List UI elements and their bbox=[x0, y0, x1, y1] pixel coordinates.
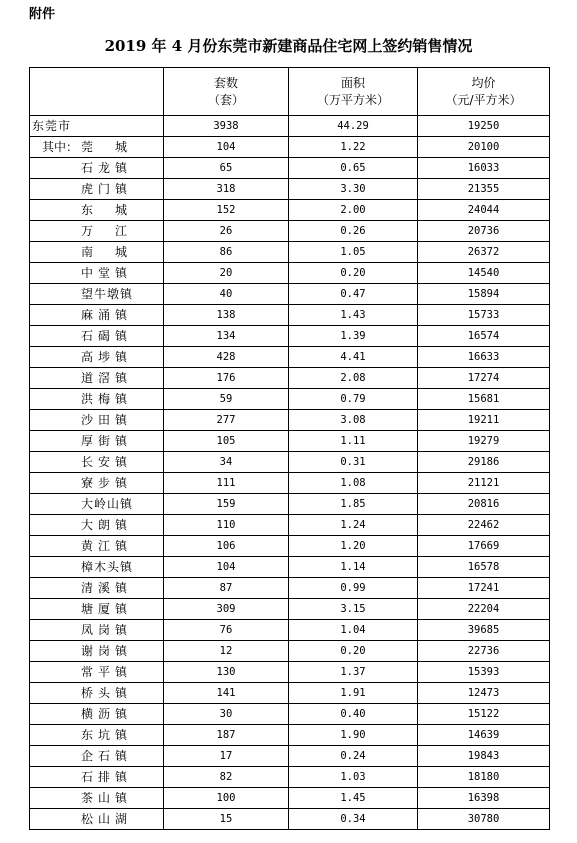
table-row bbox=[30, 410, 550, 431]
region-cell bbox=[30, 452, 164, 473]
units-cell: 76 bbox=[164, 620, 289, 641]
table-row bbox=[30, 767, 550, 788]
table-row bbox=[30, 452, 550, 473]
units-cell: 34 bbox=[164, 452, 289, 473]
region-name: 石碣镇 bbox=[81, 329, 133, 343]
table-row bbox=[30, 473, 550, 494]
region-cell bbox=[30, 683, 164, 704]
price-cell: 16033 bbox=[418, 158, 550, 179]
price-cell: 14639 bbox=[418, 725, 550, 746]
units-cell: 110 bbox=[164, 515, 289, 536]
price-cell: 17241 bbox=[418, 578, 550, 599]
region-cell bbox=[30, 578, 164, 599]
price-cell: 22462 bbox=[418, 515, 550, 536]
table-row bbox=[30, 725, 550, 746]
table-row bbox=[30, 578, 550, 599]
table-row bbox=[30, 242, 550, 263]
region-cell bbox=[30, 620, 164, 641]
price-cell: 20100 bbox=[418, 137, 550, 158]
price-cell: 26372 bbox=[418, 242, 550, 263]
units-cell: 130 bbox=[164, 662, 289, 683]
area-cell: 0.26 bbox=[289, 221, 418, 242]
region-cell bbox=[30, 515, 164, 536]
units-cell: 141 bbox=[164, 683, 289, 704]
region-name: 石龙镇 bbox=[81, 161, 133, 175]
area-cell: 1.85 bbox=[289, 494, 418, 515]
area-cell: 1.20 bbox=[289, 536, 418, 557]
table-row bbox=[30, 599, 550, 620]
region-cell bbox=[30, 767, 164, 788]
units-cell: 12 bbox=[164, 641, 289, 662]
units-cell: 59 bbox=[164, 389, 289, 410]
region-cell bbox=[30, 662, 164, 683]
region-name: 樟木头镇 bbox=[81, 560, 134, 574]
price-cell: 16574 bbox=[418, 326, 550, 347]
region-cell bbox=[30, 263, 164, 284]
price-cell: 21355 bbox=[418, 179, 550, 200]
area-cell: 0.24 bbox=[289, 746, 418, 767]
region-name: 虎门镇 bbox=[81, 182, 133, 196]
price-cell: 18180 bbox=[418, 767, 550, 788]
region-name: 桥头镇 bbox=[81, 686, 133, 700]
area-cell: 3.15 bbox=[289, 599, 418, 620]
area-cell: 0.40 bbox=[289, 704, 418, 725]
units-cell: 134 bbox=[164, 326, 289, 347]
units-cell: 100 bbox=[164, 788, 289, 809]
area-cell: 1.45 bbox=[289, 788, 418, 809]
table-row bbox=[30, 137, 550, 158]
area-cell: 1.03 bbox=[289, 767, 418, 788]
price-cell: 19279 bbox=[418, 431, 550, 452]
units-cell: 20 bbox=[164, 263, 289, 284]
header-units-title: 套数 bbox=[213, 75, 238, 90]
region-name: 凤岗镇 bbox=[81, 623, 133, 637]
price-cell: 12473 bbox=[418, 683, 550, 704]
header-price-title: 均价 bbox=[471, 75, 496, 90]
table-row bbox=[30, 788, 550, 809]
units-cell: 26 bbox=[164, 221, 289, 242]
price-cell: 17274 bbox=[418, 368, 550, 389]
region-name: 石排镇 bbox=[81, 770, 133, 784]
table-row bbox=[30, 305, 550, 326]
header-area-unit: （万平方米） bbox=[316, 92, 389, 107]
region-cell bbox=[30, 305, 164, 326]
table-row bbox=[30, 662, 550, 683]
region-name: 东坑镇 bbox=[81, 728, 133, 742]
units-cell: 309 bbox=[164, 599, 289, 620]
units-cell: 65 bbox=[164, 158, 289, 179]
region-cell bbox=[30, 347, 164, 368]
price-cell: 15681 bbox=[418, 389, 550, 410]
table-row bbox=[30, 347, 550, 368]
price-cell: 16398 bbox=[418, 788, 550, 809]
header-units-unit: （套） bbox=[207, 92, 244, 107]
units-cell: 82 bbox=[164, 767, 289, 788]
price-cell: 20736 bbox=[418, 221, 550, 242]
region-cell bbox=[30, 368, 164, 389]
units-cell: 187 bbox=[164, 725, 289, 746]
region-name: 长安镇 bbox=[81, 455, 133, 469]
table-row bbox=[30, 431, 550, 452]
area-cell: 3.08 bbox=[289, 410, 418, 431]
units-cell: 105 bbox=[164, 431, 289, 452]
area-cell: 1.24 bbox=[289, 515, 418, 536]
table-row bbox=[30, 641, 550, 662]
table-row bbox=[30, 620, 550, 641]
price-cell: 15122 bbox=[418, 704, 550, 725]
region-name: 南城 bbox=[81, 245, 150, 259]
units-cell: 17 bbox=[164, 746, 289, 767]
units-cell: 40 bbox=[164, 284, 289, 305]
region-name: 麻涌镇 bbox=[81, 308, 133, 322]
region-name: 洪梅镇 bbox=[81, 392, 133, 406]
region-name: 万江 bbox=[81, 224, 150, 238]
table-body bbox=[30, 116, 550, 830]
region-cell bbox=[30, 326, 164, 347]
region-name: 清溪镇 bbox=[81, 581, 133, 595]
area-cell: 4.41 bbox=[289, 347, 418, 368]
area-cell: 1.14 bbox=[289, 557, 418, 578]
region-cell bbox=[30, 242, 164, 263]
price-cell: 16633 bbox=[418, 347, 550, 368]
region-cell bbox=[30, 788, 164, 809]
region-cell bbox=[30, 704, 164, 725]
area-cell: 0.20 bbox=[289, 263, 418, 284]
sales-table bbox=[29, 67, 550, 830]
price-cell: 17669 bbox=[418, 536, 550, 557]
area-cell: 1.90 bbox=[289, 725, 418, 746]
table-row bbox=[30, 515, 550, 536]
region-cell bbox=[30, 137, 164, 158]
area-cell: 0.65 bbox=[289, 158, 418, 179]
region-cell bbox=[30, 158, 164, 179]
region-cell bbox=[30, 473, 164, 494]
region-cell bbox=[30, 599, 164, 620]
area-cell: 44.29 bbox=[289, 116, 418, 137]
table-row bbox=[30, 368, 550, 389]
units-cell: 176 bbox=[164, 368, 289, 389]
region-name: 东城 bbox=[81, 203, 150, 217]
area-cell: 0.47 bbox=[289, 284, 418, 305]
region-name: 茶山镇 bbox=[81, 791, 133, 805]
region-name: 沙田镇 bbox=[81, 413, 133, 427]
units-cell: 111 bbox=[164, 473, 289, 494]
region-cell bbox=[30, 557, 164, 578]
area-cell: 1.39 bbox=[289, 326, 418, 347]
header-blank-cell bbox=[30, 68, 164, 116]
units-cell: 104 bbox=[164, 557, 289, 578]
region-cell bbox=[30, 641, 164, 662]
region-cell bbox=[30, 725, 164, 746]
region-name: 寮步镇 bbox=[81, 476, 133, 490]
region-cell bbox=[30, 431, 164, 452]
table-row bbox=[30, 704, 550, 725]
region-name: 厚街镇 bbox=[81, 434, 133, 448]
area-cell: 1.91 bbox=[289, 683, 418, 704]
price-cell: 19250 bbox=[418, 116, 550, 137]
price-cell: 15894 bbox=[418, 284, 550, 305]
price-cell: 19843 bbox=[418, 746, 550, 767]
region-cell bbox=[30, 809, 164, 830]
region-cell bbox=[30, 494, 164, 515]
units-cell: 152 bbox=[164, 200, 289, 221]
price-cell: 20816 bbox=[418, 494, 550, 515]
region-name: 黄江镇 bbox=[81, 539, 133, 553]
units-cell: 86 bbox=[164, 242, 289, 263]
table-row bbox=[30, 158, 550, 179]
units-cell: 30 bbox=[164, 704, 289, 725]
units-cell: 318 bbox=[164, 179, 289, 200]
area-cell: 1.37 bbox=[289, 662, 418, 683]
units-cell: 15 bbox=[164, 809, 289, 830]
region-prefix: 其中： bbox=[42, 140, 79, 154]
region-name: 企石镇 bbox=[81, 749, 133, 763]
table-row bbox=[30, 809, 550, 830]
region-cell bbox=[30, 536, 164, 557]
table-row bbox=[30, 263, 550, 284]
attachment-label: 附件 bbox=[29, 7, 56, 22]
area-cell: 0.34 bbox=[289, 809, 418, 830]
price-cell: 22204 bbox=[418, 599, 550, 620]
area-cell: 3.30 bbox=[289, 179, 418, 200]
region-cell bbox=[30, 116, 164, 137]
region-name: 大朗镇 bbox=[81, 518, 133, 532]
header-price bbox=[418, 68, 550, 116]
table-header bbox=[30, 68, 550, 116]
region-cell bbox=[30, 410, 164, 431]
area-cell: 1.04 bbox=[289, 620, 418, 641]
area-cell: 0.31 bbox=[289, 452, 418, 473]
price-cell: 14540 bbox=[418, 263, 550, 284]
table-row bbox=[30, 179, 550, 200]
table-row bbox=[30, 746, 550, 767]
table-row bbox=[30, 326, 550, 347]
area-cell: 1.22 bbox=[289, 137, 418, 158]
header-price-unit: （元/平方米） bbox=[445, 92, 522, 107]
area-cell: 0.79 bbox=[289, 389, 418, 410]
region-cell bbox=[30, 389, 164, 410]
price-cell: 24044 bbox=[418, 200, 550, 221]
header-row bbox=[30, 68, 550, 116]
units-cell: 159 bbox=[164, 494, 289, 515]
area-cell: 0.99 bbox=[289, 578, 418, 599]
header-area bbox=[289, 68, 418, 116]
area-cell: 2.08 bbox=[289, 368, 418, 389]
table-row bbox=[30, 536, 550, 557]
region-name: 谢岗镇 bbox=[81, 644, 133, 658]
table-row bbox=[30, 683, 550, 704]
price-cell: 15393 bbox=[418, 662, 550, 683]
region-name: 道滘镇 bbox=[81, 371, 133, 385]
region-name: 中堂镇 bbox=[81, 266, 133, 280]
units-cell: 106 bbox=[164, 536, 289, 557]
area-cell: 1.05 bbox=[289, 242, 418, 263]
units-cell: 104 bbox=[164, 137, 289, 158]
price-cell: 21121 bbox=[418, 473, 550, 494]
area-cell: 1.43 bbox=[289, 305, 418, 326]
region-cell bbox=[30, 746, 164, 767]
region-cell bbox=[30, 284, 164, 305]
region-name: 松山湖 bbox=[81, 812, 133, 826]
price-cell: 15733 bbox=[418, 305, 550, 326]
page-title: 2019 年 4 月份东莞市新建商品住宅网上签约销售情况 bbox=[104, 37, 473, 55]
units-cell: 138 bbox=[164, 305, 289, 326]
price-cell: 39685 bbox=[418, 620, 550, 641]
region-name: 横沥镇 bbox=[81, 707, 133, 721]
region-name: 常平镇 bbox=[81, 665, 133, 679]
area-cell: 1.11 bbox=[289, 431, 418, 452]
units-cell: 3938 bbox=[164, 116, 289, 137]
table-row bbox=[30, 389, 550, 410]
header-units bbox=[164, 68, 289, 116]
price-cell: 30780 bbox=[418, 809, 550, 830]
table-row bbox=[30, 116, 550, 137]
region-name: 望牛墩镇 bbox=[81, 287, 134, 301]
table-row bbox=[30, 221, 550, 242]
region-name: 高埗镇 bbox=[81, 350, 133, 364]
price-cell: 19211 bbox=[418, 410, 550, 431]
region-name: 莞城 bbox=[81, 140, 150, 154]
units-cell: 277 bbox=[164, 410, 289, 431]
header-area-title: 面积 bbox=[340, 75, 365, 90]
price-cell: 16578 bbox=[418, 557, 550, 578]
area-cell: 0.20 bbox=[289, 641, 418, 662]
region-cell bbox=[30, 179, 164, 200]
area-cell: 1.08 bbox=[289, 473, 418, 494]
table-row bbox=[30, 494, 550, 515]
units-cell: 87 bbox=[164, 578, 289, 599]
region-name: 大岭山镇 bbox=[81, 497, 134, 511]
region-name: 东莞市 bbox=[32, 119, 72, 133]
price-cell: 29186 bbox=[418, 452, 550, 473]
table-row bbox=[30, 200, 550, 221]
table-row bbox=[30, 284, 550, 305]
region-name: 塘厦镇 bbox=[81, 602, 133, 616]
region-cell bbox=[30, 200, 164, 221]
region-cell bbox=[30, 221, 164, 242]
table-row bbox=[30, 557, 550, 578]
price-cell: 22736 bbox=[418, 641, 550, 662]
units-cell: 428 bbox=[164, 347, 289, 368]
area-cell: 2.00 bbox=[289, 200, 418, 221]
